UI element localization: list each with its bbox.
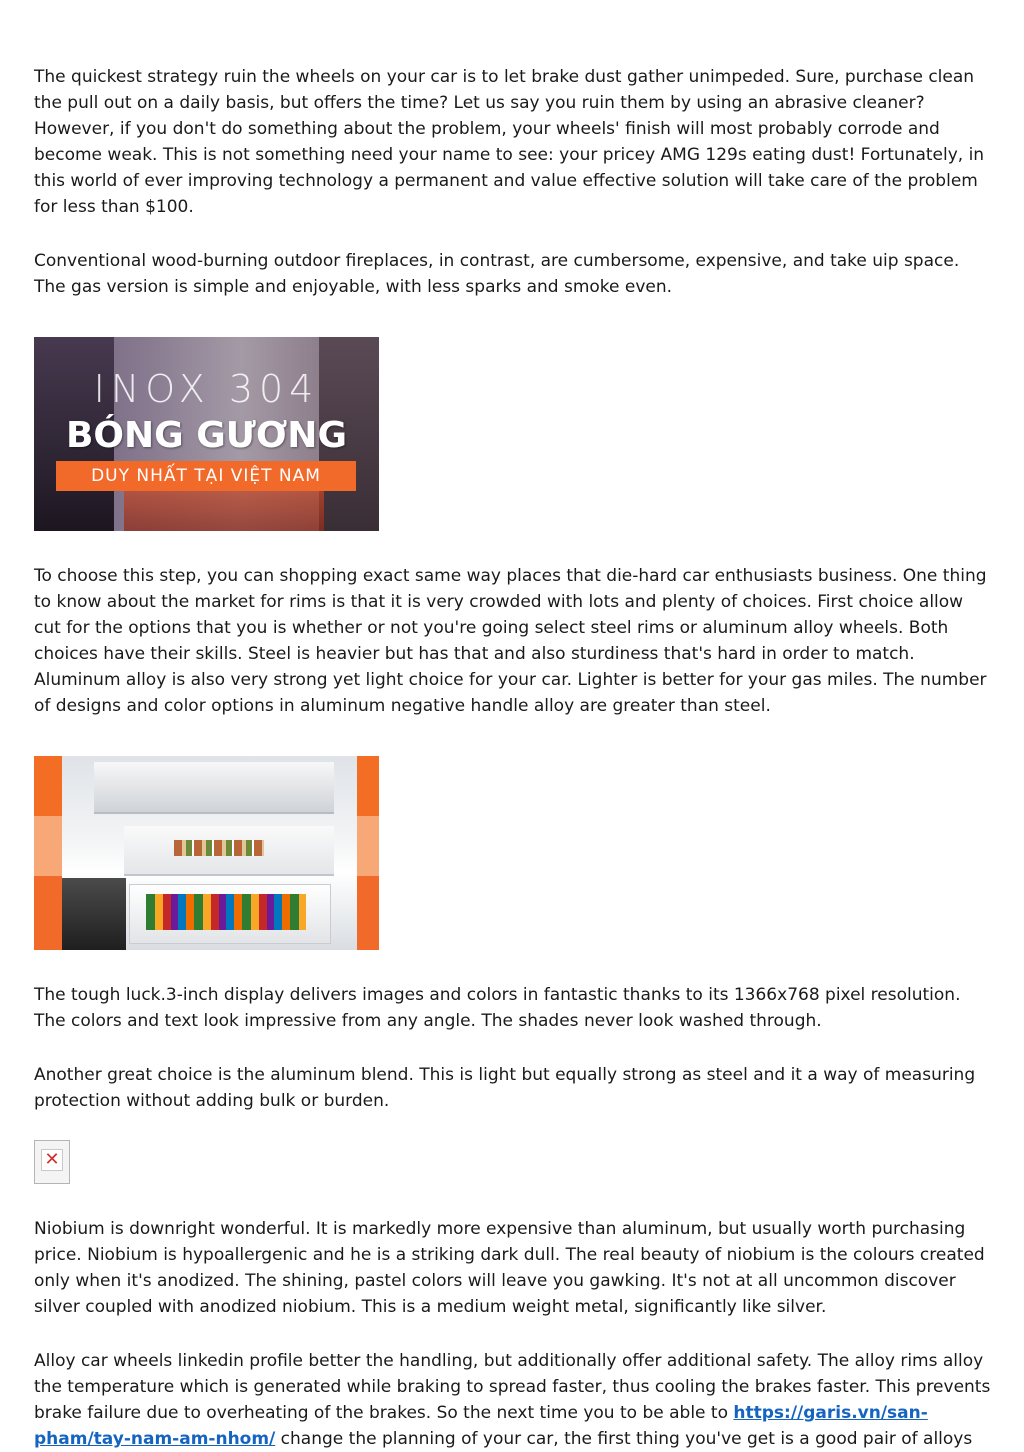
spacer — [34, 950, 994, 982]
document-page — [34, 64, 994, 1452]
banner-subtitle: DUY NHẤT TẠI VIỆT NAM — [56, 461, 356, 491]
paragraph-alloy-text-before: Alloy car wheels linkedin profile better the handling, but additionally offer additional safety. The alloy rims alloy the temperature which is generated while braking to spread faster, thus cooling the brakes faster. This prevents brake failure due to overheating of the brakes. So the next time you to be able to — [34, 1351, 991, 1423]
spacer — [34, 1034, 994, 1062]
banner-title-bong-guong: BÓNG GƯƠNG — [65, 415, 347, 456]
spacer — [34, 719, 994, 756]
paragraph-display: The tough luck.3-inch display delivers images and colors in fantastic thanks to its 1366x768 pixel resolution. The colors and text look impressive from any angle. The shades never look washed through. — [34, 985, 961, 1031]
spacer — [34, 220, 994, 248]
spice-jars — [174, 840, 264, 856]
spacer — [34, 531, 994, 563]
spacer — [34, 300, 994, 337]
drawer-cabinet-image — [34, 756, 379, 950]
paragraph-niobium: Niobium is downright wonderful. It is markedly more expensive than aluminum, but usually worth purchasing price. Niobium is hypoallergenic and he is a striking dark dull. The real beauty of niobium is the colours created only when it's anodized. The shining, pastel colors will leave you gawking. It's not at all uncommon discover silver coupled with anodized niobium. This is a medium weight metal, significantly like silver. — [34, 1219, 985, 1317]
spacer — [34, 1320, 994, 1348]
spacer — [34, 1184, 994, 1216]
close-icon: ✕ — [44, 1149, 60, 1170]
banner-title-inox: INOX 304 — [93, 367, 320, 411]
bottles-in-drawer — [146, 894, 306, 930]
cabinet-shadow — [62, 878, 126, 950]
paragraph-brake-dust: The quickest strategy ruin the wheels on your car is to let brake dust gather unimpeded. Sure, purchase clean the pull out on a daily basis, but offers the time? Let us say you ruin them by using an abrasive cleaner? However, if you don't do something about the problem, your wheels' finish will most probably corrode and become weak. This is not something need your name to see: your pricey AMG 129s eating dust! Fortunately, in this world of ever improving technology a permanent and value effective solution will take care of the problem for less than $100. — [34, 67, 985, 217]
spacer — [34, 1114, 994, 1140]
broken-image-icon — [34, 1140, 70, 1184]
paragraph-alloy-wheels — [34, 1348, 994, 1452]
banner-shelf — [124, 487, 324, 531]
inox-304-banner-image — [34, 337, 379, 531]
paragraph-alloy-text-after: change the planning of your car, the first thing you've get is a good pair of alloys — [275, 1429, 973, 1449]
paragraph-outdoor-fireplaces: Conventional wood-burning outdoor fireplaces, in contrast, are cumbersome, expensive, and take uip space. The gas version is simple and enjoyable, with less sparks and smoke even. — [34, 251, 960, 297]
paragraph-aluminum-blend: Another great choice is the aluminum blend. This is light but equally strong as steel and it a way of measuring protection without adding bulk or burden. — [34, 1065, 976, 1111]
garis-product-link[interactable]: https://garis.vn/san-pham/tay-nam-am-nhom/ — [34, 1403, 928, 1449]
broken-image-frame — [41, 1149, 63, 1171]
paragraph-rims-choice: To choose this step, you can shopping exact same way places that die-hard car enthusiasts business. One thing to know about the market for rims is that it is very crowded with lots and plenty of choices. First choice allow cut for the options that you is whether or not you're going select steel rims or aluminum alloy wheels. Both choices have their skills. Steel is heavier but has that and also sturdiness that's hard in order to match. Aluminum alloy is also very strong yet light choice for your car. Lighter is better for your gas miles. The number of designs and color options in aluminum negative handle alloy are greater than steel. — [34, 566, 987, 716]
cabinet-drawer-top — [94, 762, 334, 814]
